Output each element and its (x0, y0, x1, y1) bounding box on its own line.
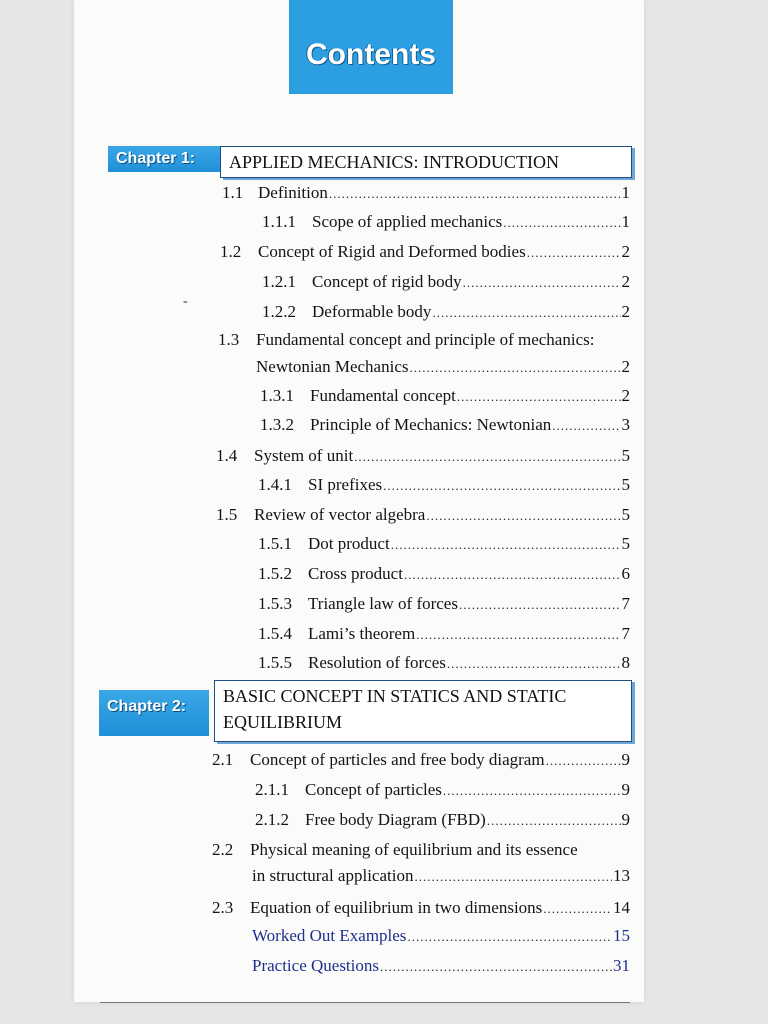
entry-title: Cross product (308, 564, 403, 583)
toc-entry-1-3-1[interactable] (260, 386, 630, 406)
entry-page: 13 (613, 866, 630, 885)
toc-entry-1-3-continuation[interactable] (256, 357, 630, 377)
entry-title: Concept of particles (305, 780, 442, 799)
dot-leader (407, 929, 612, 945)
entry-number: 2.1.2 (255, 810, 289, 829)
chapter-1-tag: Chapter 1: (108, 146, 230, 172)
dot-leader (459, 597, 621, 613)
toc-entry-2-3[interactable] (212, 898, 630, 918)
dot-leader (443, 783, 621, 799)
dot-leader (552, 418, 620, 434)
entry-number: 1.4 (216, 446, 238, 465)
chapter-2-title-line-2: EQUILIBRIUM (223, 712, 342, 732)
dot-leader (487, 813, 621, 829)
entry-page: 9 (621, 810, 630, 829)
toc-entry-1-4-1[interactable] (258, 475, 630, 495)
entry-page: 2 (621, 242, 630, 261)
dot-leader (546, 753, 621, 769)
entry-page: 8 (621, 653, 630, 672)
toc-entry-1-5-2[interactable] (258, 564, 630, 584)
entry-page: 2 (621, 272, 630, 291)
entry-page: 5 (621, 505, 630, 524)
entry-number: 2.3 (212, 898, 234, 917)
entry-page: 2 (621, 386, 630, 405)
entry-title: Lami’s theorem (308, 624, 416, 643)
toc-entry-2-1[interactable] (212, 750, 630, 770)
stray-mark: - (183, 294, 188, 309)
toc-entry-1-2-2[interactable] (262, 302, 630, 322)
entry-number: 1.4.1 (258, 475, 292, 494)
toc-entry-2-1-2[interactable] (255, 810, 630, 830)
entry-number: 1.1 (222, 183, 244, 202)
toc-entry-1-5-3[interactable] (258, 594, 630, 614)
entry-page: 5 (621, 446, 630, 465)
dot-leader (457, 389, 621, 405)
dot-leader (329, 186, 621, 202)
dot-leader (432, 305, 620, 321)
entry-page: 6 (621, 564, 630, 583)
entry-title-continuation: in structural application (252, 866, 414, 885)
toc-entry-2-1-1[interactable] (255, 780, 630, 800)
entry-title: Principle of Mechanics: Newtonian (310, 415, 552, 434)
dot-leader (380, 959, 612, 975)
entry-number: 1.5.4 (258, 624, 292, 643)
entry-title: System of unit (254, 446, 354, 465)
entry-title: Resolution of forces (308, 653, 446, 672)
entry-number: 1.5.2 (258, 564, 292, 583)
entry-page: 1 (621, 212, 630, 231)
entry-title: Dot product (308, 534, 390, 553)
toc-entry-1-4[interactable] (216, 446, 630, 466)
dot-leader (543, 901, 612, 917)
toc-entry-1-5[interactable] (216, 505, 630, 525)
dot-leader (414, 869, 612, 885)
dot-leader (527, 245, 621, 261)
entry-number: 1.3.1 (260, 386, 294, 405)
entry-title: Physical meaning of equilibrium and its essence (250, 840, 578, 859)
toc-entry-1-5-4[interactable] (258, 624, 630, 644)
entry-title: Scope of applied mechanics (312, 212, 503, 231)
entry-number: 1.5 (216, 505, 238, 524)
entry-number: 1.5.5 (258, 653, 292, 672)
entry-number: 1.2.2 (262, 302, 296, 321)
toc-entry-1-1[interactable] (222, 183, 630, 203)
entry-page: 3 (621, 415, 630, 434)
toc-entry-practice-questions[interactable] (252, 956, 630, 976)
toc-entry-2-2[interactable] (212, 840, 630, 860)
entry-number: 1.2 (220, 242, 242, 261)
entry-number: 2.2 (212, 840, 234, 859)
entry-page: 31 (613, 956, 630, 975)
toc-entry-worked-examples[interactable] (252, 926, 630, 946)
toc-entry-1-1-1[interactable] (262, 212, 630, 232)
entry-page: 15 (613, 926, 630, 945)
entry-number: 1.5.1 (258, 534, 292, 553)
entry-title: Concept of rigid body (312, 272, 462, 291)
entry-title: Fundamental concept and principle of mechanics: (256, 330, 595, 349)
dot-leader (447, 656, 621, 672)
chapter-2-title-line-1: BASIC CONCEPT IN STATICS AND STATIC (223, 686, 567, 706)
entry-title: Deformable body (312, 302, 432, 321)
entry-page: 9 (621, 750, 630, 769)
toc-entry-1-2-1[interactable] (262, 272, 630, 292)
entry-number: 1.1.1 (262, 212, 296, 231)
toc-entry-1-2[interactable] (220, 242, 630, 262)
dot-leader (416, 627, 620, 643)
chapter-2-tag: Chapter 2: (99, 690, 209, 736)
entry-title-continuation: Newtonian Mechanics (256, 357, 409, 376)
entry-page: 7 (621, 624, 630, 643)
entry-page: 5 (621, 475, 630, 494)
dot-leader (391, 537, 621, 553)
chapter-2-title (214, 680, 632, 742)
dot-leader (354, 449, 620, 465)
entry-number: 2.1.1 (255, 780, 289, 799)
entry-number: 1.5.3 (258, 594, 292, 613)
dot-leader (426, 508, 620, 524)
entry-page: 7 (621, 594, 630, 613)
entry-title: Fundamental concept (310, 386, 456, 405)
entry-page: 14 (613, 898, 630, 917)
entry-title: Concept of particles and free body diagram (250, 750, 545, 769)
toc-entry-1-5-1[interactable] (258, 534, 630, 554)
entry-page: 1 (621, 183, 630, 202)
entry-page: 9 (621, 780, 630, 799)
entry-page: 2 (621, 302, 630, 321)
entry-title: Review of vector algebra (254, 505, 426, 524)
dot-leader (409, 360, 620, 376)
dot-leader (463, 275, 621, 291)
entry-title: Definition (258, 183, 328, 202)
entry-title: Concept of Rigid and Deformed bodies (258, 242, 526, 261)
dot-leader (383, 478, 620, 494)
entry-title: SI prefixes (308, 475, 383, 494)
toc-entry-1-5-5[interactable] (258, 653, 630, 673)
entry-title: Practice Questions (252, 956, 379, 975)
entry-title: Worked Out Examples (252, 926, 407, 945)
entry-title: Equation of equilibrium in two dimensions (250, 898, 543, 917)
page-title: Contents (306, 38, 436, 71)
entry-page: 2 (621, 357, 630, 376)
toc-entry-1-3-2[interactable] (260, 415, 630, 435)
entry-number: 1.2.1 (262, 272, 296, 291)
entry-title: Triangle law of forces (308, 594, 458, 613)
toc-entry-1-3[interactable] (218, 330, 630, 350)
contents-banner (289, 0, 453, 94)
dot-leader (503, 215, 620, 231)
entry-page: 5 (621, 534, 630, 553)
page-edge (100, 1002, 630, 1003)
entry-number: 2.1 (212, 750, 234, 769)
toc-entry-2-2-continuation[interactable] (252, 866, 630, 886)
entry-number: 1.3 (218, 330, 240, 349)
entry-number: 1.3.2 (260, 415, 294, 434)
chapter-1-title: APPLIED MECHANICS: INTRODUCTION (220, 146, 632, 178)
entry-title: Free body Diagram (FBD) (305, 810, 486, 829)
dot-leader (404, 567, 621, 583)
